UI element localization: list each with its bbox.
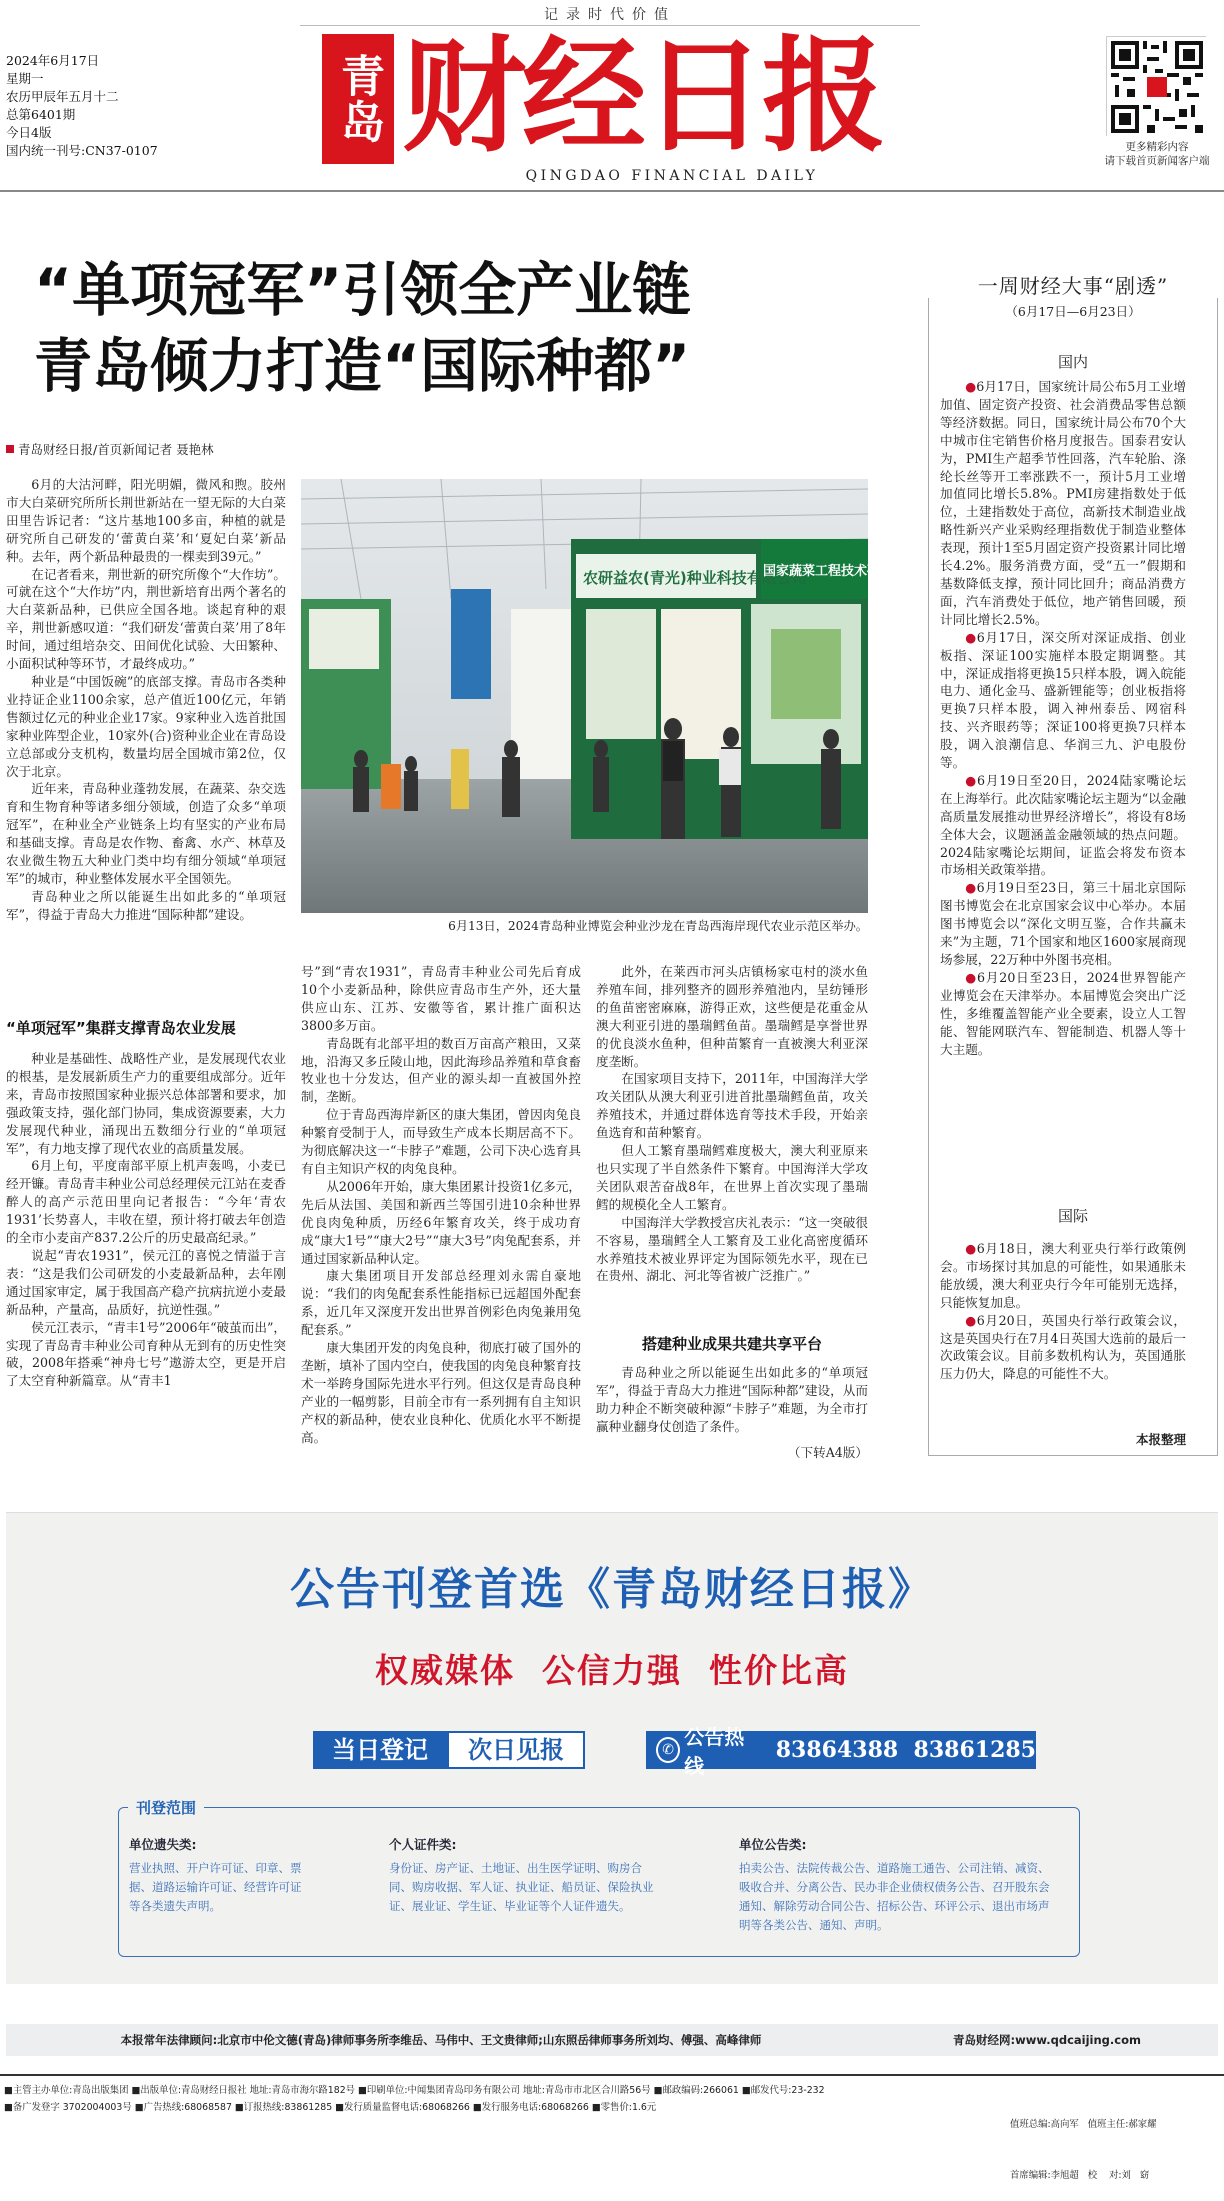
event-text: 6月17日，国家统计局公布5月工业增加值、固定资产投资、社会消费品零售总额等经济数据。同日，国家统计局公布70个大中城市住宅销售价格月度报告。国泰君安认为，PMI生产超季节性回落，汽车轮胎、涤纶长丝等开工率涨跌不一，预计5月工业增加值同比增长5.8%。PMI房建指数处于低位，土建指数处于高位，高新技术制造业战略性新兴产业采购经理指数优于制造业整体表现，预计1至5月固定资产投资累计同比增长4.2%。服务消费方面，受“五一”假期和基数降低支撑，预计同比回升；商品消费方面，汽车消费处于低位，地产销售回暖，预计同比增长2.5%。 <box>940 379 1186 627</box>
bullet-icon: ● <box>965 1241 977 1256</box>
event-text: 6月17日，深交所对深证成指、创业板指、深证100实施样本股定期调整。其中，深证成指将更换15只样本股，调入皖能电力、通化金马、盛新锂能等；创业板指将更换7只样本股，调入神州泰岳、网宿科技、兴齐眼药等；深证100将更换7只样本股，调入浪潮信息、华润三九、沪电股份等。 <box>940 629 1186 771</box>
qr-note <box>1092 140 1222 168</box>
qr-code[interactable] <box>1106 36 1206 136</box>
logo-qingdao-text: 青岛 <box>333 53 384 145</box>
subheading-1: “单项冠军”集群支撑青岛农业发展 <box>6 1019 236 1037</box>
issue-weekday: 星期一 <box>6 71 44 86</box>
ad-col3-body: 拍卖公告、法院传裁公告、道路施工通告、公司注销、减资、吸收合并、分离公告、民办非企业债权债务公告、召开股东会通知、解除劳动合同公告、招标公告、环评公示、退出市场声明等各类公告、通知、声明。 <box>739 1861 1050 1932</box>
paragraph: 号”到“青农1931”，青岛青丰种业公司先后育成10个小麦新品种，除供应青岛市生产外，还大量供应山东、江苏、安徽等省，累计推广面积达3800多万亩。 <box>301 964 581 1033</box>
sidebar-author: 本报整理 <box>1135 1432 1186 1447</box>
paragraph: 位于青岛西海岸新区的康大集团，曾因肉兔良种繁育受制于人，而导致生产成本长期居高不下。为彻底解决这一“卡脖子”难题，公司下决心选育具有自主知识产权的肉兔良种。 <box>301 1107 581 1176</box>
event-text: 6月19日至23日，第三十届北京国际图书博览会在北京国家会议中心举办。本届图书博览会以“深化文明互鉴，合作共赢未来”为主题，71个国家和地区1600家展商现场参展，22万种中外图书亮相。 <box>940 880 1186 967</box>
booth-sign-left: 农研益农(青光)种业科技有限公司 <box>583 569 807 587</box>
sidebar-intl-heading: 国际 <box>1057 1207 1088 1225</box>
article-col1-bottom <box>6 1050 286 1462</box>
sidebar-domestic-heading: 国内 <box>1057 353 1088 371</box>
paragraph: 在国家项目支持下，2011年，中国海洋大学攻关团队从澳大利亚引进首批墨瑞鳕鱼苗，攻关养殖技术，并通过群体选育等技术手段，开始亲鱼选育和苗种繁育。 <box>596 1071 868 1141</box>
phone-icon: ✆ <box>656 1737 680 1763</box>
event-item <box>940 969 1186 1059</box>
article-col3-top <box>596 963 868 1303</box>
paragraph: 种业是“中国饭碗”的底部支撑。青岛市各类种业持证企业1100余家，总产值近100亿元，年销售额过亿元的种业企业17家。9家种业入选首批国家种业阵型企业，10家外(合)资种业企业在青岛设立总部或分支机构，数量均居全国城市第2位，仅次于北京。 <box>6 673 286 779</box>
footer-staff-row1: 值班总编:高向军 值班主任:郝家耀 <box>1010 2119 1157 2130</box>
sidebar-domestic <box>940 378 1186 1250</box>
legal-bar <box>6 2024 1218 2056</box>
event-text: 6月20日，英国央行举行政策会议，这是英国央行在7月4日英国大选前的最后一次政策会议。目前多数机构认为，英国通胀压力仍大，降息的可能性不大。 <box>940 1312 1186 1382</box>
ad-slogan: 权威媒体 公信力强 性价比高 <box>375 1651 849 1690</box>
paragraph: 在记者看来，荆世新的研究所像个“大作坊”。可就在这个“大作坊”内，荆世新培育出两个著名的大白菜新品种，已供应全国各地。谈起育种的艰辛，荆世新感叹道：“我们研发‘蕾黄白菜’用了8年时间，通过组培杂交、田间优化试验、大田繁种、小面积试种等环节，才最终成功。” <box>6 566 286 672</box>
bullet-icon: ● <box>965 969 978 985</box>
ad-badge-left: 当日登记 <box>313 1731 447 1769</box>
qr-code-graphic <box>1107 37 1207 137</box>
paragraph: 近年来，青岛种业蓬勃发展，在蔬菜、杂交选育和生物育种等诸多细分领域，创造了众多“单项冠军”，在种业全产业链条上均有坚实的产业布局和基础支撑。青岛是农作物、畜禽、水产、林草及农业微生物五大种业门类中均有细分领域“单项冠军”的城市，种业整体发展水平全国领先。 <box>6 781 286 886</box>
bullet-icon: ● <box>965 1312 977 1328</box>
article-photo <box>301 479 907 913</box>
qr-note-line2: 请下载首页新闻客户端 <box>1104 155 1210 167</box>
bullet-icon: ● <box>965 629 977 645</box>
masthead-meta <box>6 52 226 160</box>
footer-info-row1: ■主管主办单位:青岛出版集团 ■出版单位:青岛财经日报社 地址:青岛市海尔路182号 ■印刷单位:中闻集团青岛印务有限公司 地址:青岛市市北区合川路56号 ■邮政编码:266061 ■邮发代号:23-232 <box>4 2085 825 2096</box>
article-col1-top <box>6 476 286 1000</box>
article-col2 <box>301 963 581 1461</box>
sidebar-title-bar <box>928 270 1218 298</box>
event-item <box>940 879 1186 969</box>
event-text: 6月20日至23日，2024世界智能产业博览会在天津举办。本届博览会突出广泛性，多维覆盖智能产业全要素，设立人工智能、智能网联汽车、智能制造、机器人等十大主题。 <box>940 969 1186 1057</box>
bullet-icon: ● <box>965 772 978 788</box>
footer-staff-row2: 首席编辑:李旭超 校 对:刘 窈 <box>1010 2170 1150 2181</box>
legal-advisors: 本报常年法律顾问:北京市中伦文德(青岛)律师事务所李维岳、马伟中、王文贵律师;山东照岳律师事务所刘均、傅强、高峰律师 <box>120 2033 762 2047</box>
ad-hotline-label: 公告热线 <box>684 1725 745 1778</box>
logo-qingdao-block <box>322 34 394 164</box>
website[interactable]: 青岛财经网:www.qdcaijing.com <box>953 2033 1141 2047</box>
paragraph: 但人工繁育墨瑞鳕难度极大，澳大利亚原来也只实现了半自然条件下繁育。中国海洋大学攻关团队艰苦奋战8年，在世界上首次实现了墨瑞鳕的规模化全人工繁育。 <box>596 1143 868 1212</box>
expo-photo-illustration <box>301 479 907 913</box>
byline-marker-icon <box>6 445 14 453</box>
logo-english: QINGDAO FINANCIAL DAILY <box>525 168 819 184</box>
ad-banner[interactable] <box>6 1512 1218 1984</box>
sidebar-title: 一周财经大事“剧透” <box>977 274 1169 298</box>
event-item <box>940 1240 1186 1312</box>
headline-line2: 青岛倾力打造“国际种都” <box>34 332 691 400</box>
ad-col1 <box>129 1835 309 1916</box>
sidebar-intl <box>940 1240 1186 1420</box>
ad-col1-head: 单位遗失类: <box>129 1837 197 1852</box>
ad-col1-body: 营业执照、开户许可证、印章、票据、道路运输许可证、经营许可证等各类遗失声明。 <box>129 1861 302 1913</box>
qr-note-line1: 更多精彩内容 <box>1125 141 1189 153</box>
paragraph: 种业是基础性、战略性产业，是发展现代农业的根基，是发展新质生产力的重要组成部分。近年来，青岛市按照国家种业振兴总体部署和要求，加强政策支持，强化部门协同，集成资源要素，大力发展现代种业，涌现出五数细分行业的“单项冠军”，有力地支撑了现代农业的高质量发展。 <box>6 1051 286 1156</box>
footer-info-row2: ■备广发登字 3702004003号 ■广告热线:68068587 ■订报热线:83861285 ■发行质量监督电话:68068266 ■发行服务电话:68068266 ■零售价:1.6元 <box>4 2102 657 2113</box>
footer-info <box>4 2082 1008 2116</box>
masthead-bottom-line <box>0 190 1224 192</box>
paragraph: 青岛种业之所以能诞生出如此多的“单项冠军”，得益于青岛大力推进“国际种都”建设，从而助力种企不断突破种源“卡脖子”难题，为全市打赢种业翻身仗创造了条件。 <box>596 1365 868 1434</box>
ad-badge <box>313 1731 585 1769</box>
paragraph: 青岛既有北部平坦的数百万亩高产粮田，又菜地，沿海又多丘陵山地，因此海珍品养殖和草食畜牧业也十分发达，但产业的源头却一直被国外控制，垄断。 <box>301 1035 581 1105</box>
masthead-slogan: 记录时代价值 <box>544 7 676 23</box>
ad-hotline-number: 83864388 83861285 <box>775 1737 1036 1763</box>
event-item <box>940 378 1186 629</box>
booth-sign-right: 国家蔬菜工程技术研究中 <box>763 564 907 579</box>
bullet-icon: ● <box>965 880 977 896</box>
logo-title: 财经日报 <box>402 24 883 169</box>
paragraph: 中国海洋大学教授宫庆礼表示：“这一突破很不容易，墨瑞鳕全人工繁育及工业化高密度循环水养殖技术被业界评定为国际领先水平，现在已在贵州、湖北、河北等省被广泛推广。” <box>596 1214 868 1284</box>
event-text: 6月18日，澳大利亚央行举行政策例会。市场探讨其加息的可能性，如果通胀未能放缓，澳大利亚央行今年可能别无选择，只能恢复加息。 <box>940 1241 1186 1310</box>
paragraph: 说起“青农1931”，侯元江的喜悦之情溢于言表：“这是我们公司研发的小麦最新品种，去年刚通过国家审定，属于我国高产稳产抗病抗逆小麦最新品种，产量高，品质好，抗逆性强。” <box>6 1247 286 1317</box>
ad-scope-title: 刊登范围 <box>128 1797 204 1818</box>
paragraph: 6月的大沽河畔，阳光明媚，微风和煦。胶州市大白菜研究所所长荆世新站在一望无际的大白菜田里告诉记者：“这片基地100多亩，种植的就是研究所自己研发的‘蕾黄白菜’和‘夏妃白菜’新品种。去年，两个新品种最贵的一棵卖到39元。” <box>6 477 286 564</box>
ad-hotline[interactable] <box>646 1725 1036 1778</box>
footer-staff <box>1010 2082 1222 2201</box>
paragraph: 6月上旬，平度南部平原上机声轰鸣，小麦已经开镰。青岛青丰种业公司总经理侯元江站在麦香醉人的高产示范田里向记者报告：“今年‘青农1931’长势喜人，丰收在望，预计将打破去年创造的全市小麦亩产837.2公斤的历史最高纪录。” <box>6 1158 286 1246</box>
paragraph: 侯元江表示，“青丰1号”2006年“破茧而出”，实现了青岛青丰种业公司育种从无到有的历史性突破，2008年搭乘“神舟七号”遨游太空，更是开启了太空育种新篇章。从“青丰1 <box>6 1319 286 1389</box>
ad-col2 <box>389 1835 657 1916</box>
subheading-2: 搭建种业成果共建共享平台 <box>641 1335 822 1353</box>
issue-date: 2024年6月17日 <box>6 53 100 68</box>
article-col3-bottom <box>596 1364 868 1440</box>
sidebar-range: （6月17日—6月23日） <box>1005 304 1141 319</box>
photo-caption: 6月13日，2024青岛种业博览会种业沙龙在青岛西海岸现代农业示范区举办。 <box>448 919 868 933</box>
paragraph: 康大集团开发的肉兔良种，彻底打破了国外的垄断，填补了国内空白，使我国的肉兔良种繁育技术一举跨身国际先进水平行列。但这仅是青岛良种产业的一幅剪影，目前全市有一系列拥有自主知识产权的新品种，使农业良种化、优质化水平不断提高。 <box>301 1340 581 1445</box>
ad-title: 公告刊登首选《青岛财经日报》 <box>290 1564 934 1615</box>
continued-note[interactable]: （下转A4版） <box>787 1445 868 1460</box>
event-item <box>940 629 1186 772</box>
ad-col2-body: 身份证、房产证、土地证、出生医学证明、购房合同、购房收据、军人证、执业证、船员证、保险执业证、展业证、学生证、毕业证等个人证件遗失。 <box>389 1861 654 1913</box>
byline-text: 青岛财经日报/首页新闻记者 聂艳林 <box>18 442 214 457</box>
paragraph: 康大集团项目开发部总经理刘永需自豪地说：“我们的肉兔配套系性能指标已远超国外配套系，近几年又深度开发出世界首例彩色肉兔兼用兔配套系。” <box>301 1268 581 1338</box>
ad-col3-head: 单位公告类: <box>739 1837 807 1852</box>
event-text: 6月19日至20日，2024陆家嘴论坛在上海举行。此次陆家嘴论坛主题为“以金融高质量发展推动世界经济增长”，将设有8场全体大会，议题涵盖金融领域的热点问题。2024陆家嘴论坛期间，证监会将发布资本市场相关政策举措。 <box>940 772 1186 878</box>
issue-lunar-date: 农历甲辰年五月十二 <box>6 89 119 104</box>
ad-col2-head: 个人证件类: <box>389 1837 457 1852</box>
headline <box>34 252 914 404</box>
paragraph: 青岛种业之所以能诞生出如此多的“单项冠军”，得益于青岛大力推进“国际种都”建设。 <box>6 888 286 922</box>
issue-pages: 今日4版 <box>6 125 52 140</box>
event-item <box>940 1312 1186 1384</box>
paragraph: 从2006年开始，康大集团累计投资1亿多元，先后从法国、美国和新西兰等国引进10余种世界优良肉兔种质，历经6年繁育攻关，终于成功育成“康大1号”“康大2号”“康大3号”肉兔配套系，并通过国家新品种认定。 <box>301 1178 581 1266</box>
issue-number: 总第6401期 <box>6 107 76 122</box>
byline <box>6 440 214 458</box>
paragraph: 此外，在莱西市河头店镇杨家屯村的淡水鱼养殖车间，排列整齐的圆形养殖池内，呈纺锤形的鱼苗密密麻麻，游得正欢，这些便是花重金从澳大利亚引进的墨瑞鳕鱼苗。墨瑞鳕是享誉世界的优良淡水鱼种，但种苗繁育一直被澳大利亚深度垄断。 <box>596 964 868 1069</box>
issue-code: 国内统一刊号:CN37-0107 <box>6 143 158 158</box>
ad-badge-right: 次日见报 <box>447 1731 585 1769</box>
headline-line1: “单项冠军”引领全产业链 <box>34 256 691 324</box>
ad-col3 <box>739 1835 1059 1935</box>
footer-top-line <box>0 2074 1224 2076</box>
event-item <box>940 772 1186 879</box>
newspaper-logo <box>322 24 922 198</box>
bullet-icon: ● <box>965 379 977 394</box>
